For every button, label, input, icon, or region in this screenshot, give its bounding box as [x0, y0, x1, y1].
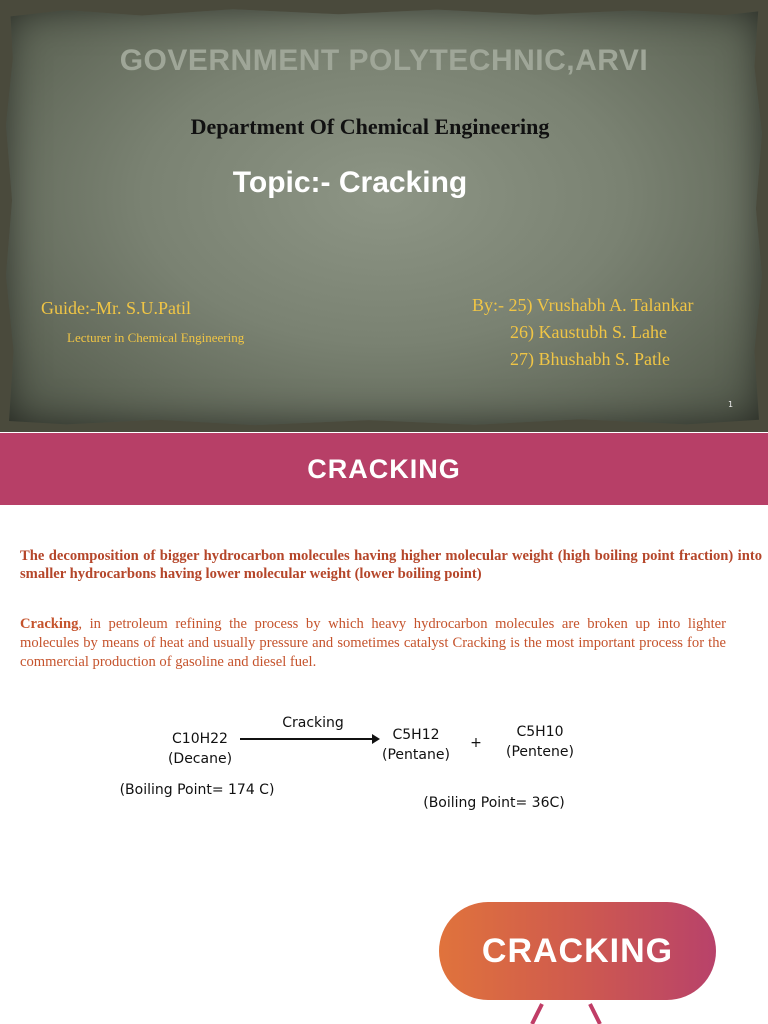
reactant-boiling-point: (Boiling Point= 174 C): [119, 782, 275, 798]
reactant: [160, 729, 240, 769]
arrow-label: Cracking: [282, 715, 344, 731]
author-list: [472, 292, 693, 373]
product1-name: (Pentane): [382, 747, 450, 763]
plus-sign: +: [470, 735, 482, 751]
cracking-term: Cracking: [20, 616, 79, 632]
explanation-text: , in petroleum refining the process by which heavy hydrocarbon molecules are broken up into lighter molecules by means of heat and usually pressure and sometimes catalyst Cracking is the most important process for the commercial production of gasoline and diesel fuel.: [20, 616, 726, 670]
cracking-banner: [0, 433, 768, 505]
reaction-arrow-icon: [240, 738, 378, 740]
explanation-paragraph: [20, 615, 726, 672]
product-pentane: [374, 725, 458, 765]
department-heading: Department Of Chemical Engineering: [190, 114, 550, 139]
reactant-name: (Decane): [167, 751, 233, 767]
banner-title: CRACKING: [307, 453, 461, 484]
product-pentene: [498, 722, 582, 762]
title-slide: [0, 0, 768, 432]
topic-heading: Topic:- Cracking: [232, 166, 468, 199]
definition-paragraph: The decomposition of bigger hydrocarbon molecules having higher molecular weight (high boiling point fraction) into smaller hydrocarbons having lower molecular weight (lower boiling point): [20, 548, 762, 582]
product1-formula: C5H12: [392, 727, 440, 743]
institution-title: GOVERNMENT POLYTECHNIC,ARVI: [119, 44, 649, 77]
author-item: 26) Kaustubh S. Lahe: [510, 322, 667, 342]
connector-lines-icon: [520, 1000, 610, 1024]
reactant-formula: C10H22: [172, 731, 228, 747]
slide-number: 1: [728, 400, 734, 409]
products-boiling-point: (Boiling Point= 36C): [423, 795, 565, 811]
author-item: 27) Bhushabh S. Patle: [510, 349, 670, 369]
guide-title: Lecturer in Chemical Engineering: [67, 330, 245, 345]
author-item: By:- 25) Vrushabh A. Talankar: [472, 295, 694, 315]
product2-name: (Pentene): [506, 744, 574, 760]
pill-label: CRACKING: [481, 931, 674, 970]
guide-name: Guide:-Mr. S.U.Patil: [41, 298, 192, 318]
product2-formula: C5H10: [516, 724, 564, 740]
cracking-pill-badge: [439, 902, 716, 1000]
